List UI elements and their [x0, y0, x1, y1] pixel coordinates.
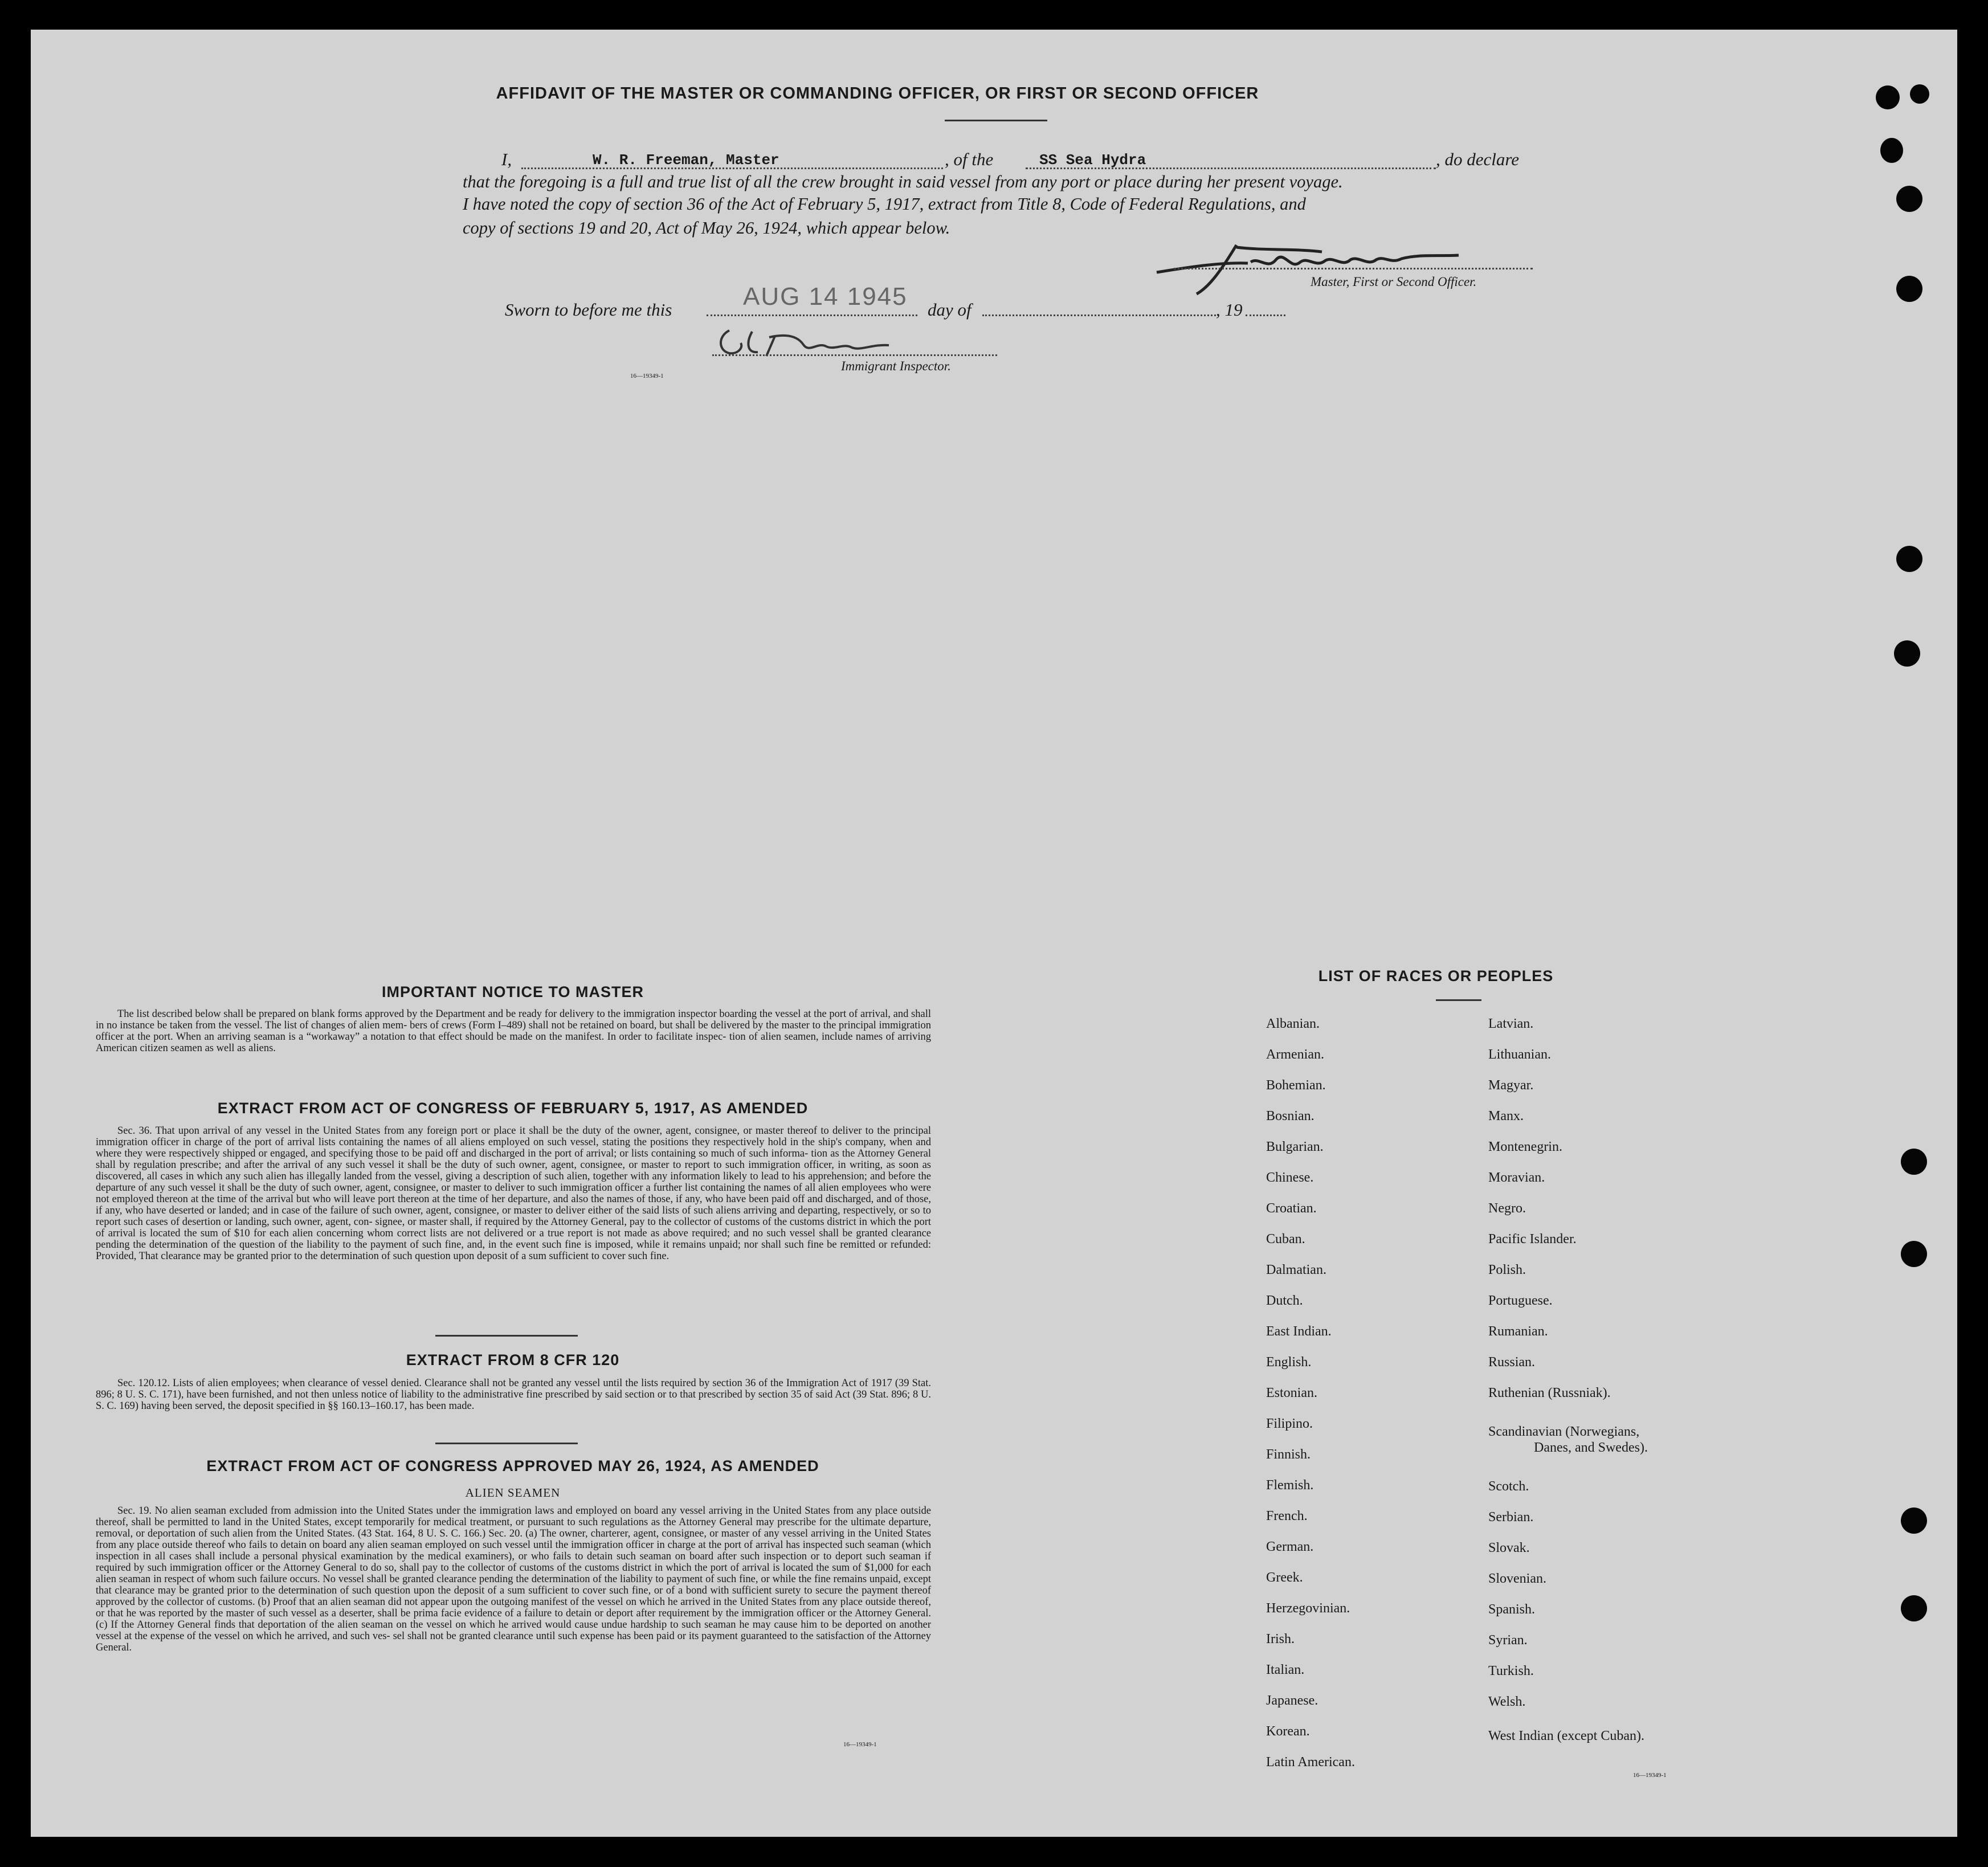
extract-1924-paragraph	[96, 1505, 931, 1653]
sworn-prefix: Sworn to before me this	[505, 300, 672, 320]
race-item: English.	[1266, 1355, 1312, 1370]
extract-1924-line: sel shall not be granted clearance until such expense has been paid or its payment guaranteed to the satisfaction of the Attorney General.	[96, 1631, 932, 1653]
extract-8cfr-paragraph	[96, 1378, 931, 1412]
race-item: Latvian.	[1488, 1016, 1534, 1031]
affidavit-title: AFFIDAVIT OF THE MASTER OR COMMANDING OFFICER, OR FIRST OR SECOND OFFICER	[496, 84, 1259, 103]
binder-hole	[1901, 1508, 1927, 1534]
race-item: Bosnian.	[1266, 1109, 1315, 1124]
inspector-caption: Immigrant Inspector.	[841, 359, 951, 373]
sworn-year: , 19	[1216, 300, 1243, 320]
notice-line: The list described below shall be prepared on blank forms approved by the Department and be ready for delivery to the immigration	[117, 1008, 676, 1020]
extract-8cfr-line: liability to the administrative fine prescribed by said section or to that prescribed by section 35 of said Act (39 Stat. 896; 8 U. S. C. 169)	[96, 1389, 931, 1412]
races-title-rule	[1436, 999, 1481, 1001]
extract-1924-line: arrival has inspected such seaman (which inspection in all cases shall include a personal physical examination by the medical examiners),	[96, 1539, 931, 1562]
race-item: Japanese.	[1266, 1693, 1318, 1708]
notice-line: bers of crews (Form I–489) shall not be retained on board, but shall be delivered by the master to the principal immigration officer at the	[96, 1020, 932, 1043]
binder-hole	[1910, 84, 1929, 104]
race-item: Armenian.	[1266, 1047, 1324, 1062]
extract-8cfr-title: EXTRACT FROM 8 CFR 120	[406, 1351, 620, 1368]
signature-caption: Master, First or Second Officer.	[1311, 275, 1477, 289]
extract-1924-title: EXTRACT FROM ACT OF CONGRESS APPROVED MAY 26, 1924, AS AMENDED	[206, 1457, 819, 1474]
race-item: Korean.	[1266, 1724, 1310, 1739]
race-item: Bohemian.	[1266, 1078, 1326, 1093]
extract-1917-line: required; and no such vessel shall be granted clearance pending the determination of the question of the liability to the payment of such	[96, 1228, 931, 1251]
sworn-year-line	[1246, 314, 1285, 316]
notice-line: port. When an arriving seaman is a “workaway” a notation to that effect should be made on the manifest. In order to facilitate inspec-	[153, 1031, 726, 1043]
binder-hole	[1901, 1149, 1927, 1175]
races-form-number: 16—19349-1	[1633, 1772, 1667, 1779]
race-item: Spanish.	[1488, 1602, 1536, 1617]
binder-hole	[1894, 640, 1920, 667]
extract-1924-line: deportation of such alien from the United States. (43 Stat. 164, 8 U. S. C. 166.)	[148, 1528, 486, 1539]
affidavit-line4: copy of sections 19 and 20, Act of May 26, 1924, which appear below.	[463, 218, 950, 238]
affidavit-line3: I have noted the copy of section 36 of the Act of February 5, 1917, extract from Title 8, Code of Federal Regulations, and	[463, 194, 1306, 214]
race-item: Bulgarian.	[1266, 1139, 1324, 1154]
race-item: French.	[1266, 1509, 1308, 1523]
sworn-month-line	[982, 314, 1216, 316]
extract-1924-form-number: 16—19349-1	[843, 1741, 877, 1748]
extract-1924-line: thereof who fails to detain on board any alien seaman employed on such vessel until the immigration officer in charge at the port of	[195, 1539, 753, 1551]
race-item: Manx.	[1488, 1109, 1524, 1124]
extract-1917-line: officer a further list containing the names of all alien employees who were not employed thereon at the time of the arrival but who	[96, 1182, 931, 1205]
race-item: Polish.	[1488, 1263, 1526, 1277]
extract-1917-paragraph	[96, 1125, 931, 1262]
master-signature	[1151, 239, 1493, 302]
extract-1917-title: EXTRACT FROM ACT OF CONGRESS OF FEBRUARY 5, 1917, AS AMENDED	[217, 1100, 809, 1117]
extract-1924-line: Attorney General to do so, shall pay to the collector of customs of the customs district in which the port of arrival is located the sum of	[283, 1562, 862, 1574]
race-item: Lithuanian.	[1488, 1047, 1551, 1062]
extract-1924-line: from any place outside thereof, or that he was reported by the master of such vessel as a deserter, shall be prima facie evidence of a failure	[96, 1596, 932, 1619]
extract-8cfr-line: Sec. 120.12. Lists of alien employees; when clearance of vessel denied. Clearance shall not be granted any vessel until the lists	[117, 1378, 658, 1389]
extract-1917-line: agent, consignee, or master to report to such immigration officer, in writing, as soon as discovered, all cases in which any such alien has	[96, 1159, 932, 1182]
race-item: East Indian.	[1266, 1324, 1332, 1339]
affidavit-title-rule	[945, 120, 1047, 121]
race-item: Slovenian.	[1488, 1571, 1546, 1586]
extract-1917-line: shipped or engaged, and specifying those to be paid off and discharged in the port of arrival; or lists containing so much of such informa-	[222, 1148, 809, 1159]
extract-1917-line: signee, or master shall, if required by the Attorney General, pay to the collector of customs of the customs district in which the port of	[96, 1216, 932, 1239]
affidavit-line2: that the foregoing is a full and true list of all the crew brought in said vessel from any port or place during her present voyage.	[463, 172, 1343, 191]
race-item: Syrian.	[1488, 1633, 1528, 1648]
extract-1917-line: said lists of such aliens arriving and departing, respectively, or so to report such cases of desertion or landing, such owner, agent, con-	[96, 1205, 932, 1228]
race-item: Cuban.	[1266, 1232, 1305, 1247]
race-item: Serbian.	[1488, 1510, 1534, 1525]
race-item: Russian.	[1488, 1355, 1536, 1370]
extract-1924-line: Sec. 20. (a) The owner, charterer, agent, consignee, or master of any vessel arriving in the United States from any place outside	[96, 1528, 931, 1551]
extract-1917-line: fine, and, in the event such fine is imposed, while it remains unpaid; nor shall such fine be remitted or refunded: Provided, That clearance	[96, 1239, 931, 1262]
section-rule	[435, 1443, 578, 1444]
extract-1917-line: those, if any, who have deserted or landed; and in case of the failure of such owner, agent, consignee, or master to deliver either of the	[96, 1194, 932, 1216]
binder-hole	[1880, 138, 1903, 163]
race-item: Turkish.	[1488, 1664, 1534, 1678]
sworn-day-line	[707, 314, 917, 316]
binder-hole	[1901, 1241, 1927, 1267]
extract-1917-line: may be granted prior to the determination of such question upon deposit of a sum sufficient to cover such fine.	[203, 1251, 670, 1262]
race-item: Montenegrin.	[1488, 1139, 1562, 1154]
race-item: Dutch.	[1266, 1293, 1303, 1308]
race-item: Herzegovinian.	[1266, 1601, 1350, 1616]
extract-1917-line: will leave port thereon at the time of her departure, and also the names of those, if any, who have been paid off and discharged, and of	[333, 1194, 904, 1205]
extract-1917-line: consignee, or master thereof to deliver to the principal immigration officer in charge of the port of arrival lists containing the names of all	[96, 1125, 932, 1148]
extract-1924-line: Sec. 19. No alien seaman excluded from admission into the United States under the immigration laws and employed on board any	[117, 1505, 677, 1517]
race-item: Magyar.	[1488, 1078, 1534, 1093]
race-item: Italian.	[1266, 1662, 1305, 1677]
binder-hole	[1896, 186, 1922, 212]
extract-1917-line: illegally landed from the vessel, giving a description of such alien, together with any information likely to lead to his apprehension; and	[306, 1171, 885, 1182]
extract-1917-line: arrival is located the sum of $10 for each alien concerning whom correct lists are not delivered or a true report is not made as above	[108, 1228, 688, 1239]
race-item: Finnish.	[1266, 1447, 1311, 1462]
notice-line: inspector boarding the vessel at the port of arrival, and shall in no instance be taken from the vessel. The list of changes of alien mem-	[96, 1008, 931, 1031]
extract-8cfr-line: having been served, the deposit specified in §§ 160.13–160.17, has been made.	[141, 1400, 475, 1412]
affidavit-form-number: 16—19349-1	[630, 373, 664, 379]
binder-hole	[1901, 1595, 1927, 1621]
extract-1924-line: for medical treatment, or pursuant to such regulations as the Attorney General may prescribe for the ultimate departure, removal, or	[96, 1517, 932, 1539]
race-item: Latin American.	[1266, 1755, 1355, 1770]
sworn-dayof: day of	[928, 300, 971, 320]
race-item: Filipino.	[1266, 1416, 1313, 1431]
affidavit-line1-mid: , of the	[945, 149, 994, 169]
extract-1924-line: hardship to such seaman he may cause him to be deported on another vessel at the expense of the vessel on which he arrived, and such ves-	[96, 1619, 931, 1642]
race-item: Irish.	[1266, 1632, 1295, 1647]
extract-1924-line: of such question upon the deposit of a sum sufficient to cover such fine, or of a bond with sufficient surety to secure the payment thereof	[340, 1585, 932, 1596]
race-item: Flemish.	[1266, 1478, 1314, 1493]
race-item: Danes, and Swedes).	[1534, 1440, 1648, 1455]
notice-line: tion of alien seamen, include names of arriving American citizen seamen as well as aliens.	[96, 1031, 931, 1054]
affidavit-line1-prefix: I,	[501, 149, 512, 169]
race-item: Chinese.	[1266, 1170, 1314, 1185]
extract-1924-line: $1,000 for each alien seaman in respect of whom such failure occurs. No vessel shall be granted clearance pending the determination of	[96, 1562, 932, 1585]
extract-1924-subtitle: ALIEN SEAMEN	[465, 1486, 561, 1500]
race-item: Albanian.	[1266, 1016, 1320, 1031]
extract-1924-line: vessel arriving in the United States from any place outside thereof, shall be permitted to land in the United States, except temporarily	[96, 1505, 931, 1528]
race-item: Scandinavian (Norwegians,	[1488, 1424, 1640, 1439]
race-item: Ruthenian (Russniak).	[1488, 1386, 1611, 1400]
race-item: Slovak.	[1488, 1541, 1530, 1555]
race-item: Croatian.	[1266, 1201, 1317, 1216]
extract-1924-line: approved by the collector of customs.	[96, 1596, 255, 1608]
binder-hole	[1896, 276, 1922, 302]
extract-1924-line: to detain or deport after requirement by the immigration officer or the Attorney General.	[554, 1608, 931, 1619]
race-item: Greek.	[1266, 1570, 1303, 1585]
race-item: Estonian.	[1266, 1386, 1317, 1400]
extract-1917-line: Sec. 36. That upon arrival of any vessel in the United States from any foreign port or place it shall be the duty of the owner, agent,	[117, 1125, 692, 1137]
date-stamp: AUG 14 1945	[743, 283, 908, 311]
inspector-line	[712, 354, 997, 356]
race-item: Negro.	[1488, 1201, 1526, 1216]
binder-hole	[1896, 546, 1922, 572]
race-item: Rumanian.	[1488, 1324, 1548, 1339]
extract-1917-line: before the departure of any such vessel it shall be the duty of such owner, agent, consignee, or master to deliver to such immigration	[96, 1171, 932, 1194]
signature-line	[1174, 268, 1533, 269]
race-item: Portuguese.	[1488, 1293, 1553, 1308]
extract-8cfr-line: required by section 36 of the Immigration Act of 1917 (39 Stat. 896; 8 U. S. C. 171), have been furnished, and not then unless notice of	[96, 1378, 931, 1400]
binder-hole	[1876, 85, 1900, 109]
extract-1917-line: aliens employed on such vessel, stating the positions they respectively hold in the ship's company, when and where they were respectively	[96, 1137, 931, 1159]
inspector-signature	[712, 319, 906, 365]
section-rule	[435, 1335, 578, 1337]
vessel-name-field[interactable]: SS Sea Hydra	[1039, 152, 1146, 169]
master-name-field[interactable]: W. R. Freeman, Master	[593, 152, 779, 169]
notice-title: IMPORTANT NOTICE TO MASTER	[382, 983, 644, 1000]
race-item: Scotch.	[1488, 1479, 1529, 1494]
race-item: Moravian.	[1488, 1170, 1545, 1185]
extract-1924-line: or who fails to detain such seaman on board after such inspection or to deport such seaman if required by such immigration officer or the	[96, 1551, 932, 1574]
race-item: Dalmatian.	[1266, 1263, 1326, 1277]
affidavit-line1-suffix: , do declare	[1436, 149, 1520, 169]
races-title: LIST OF RACES OR PEOPLES	[1318, 967, 1554, 984]
extract-1924-line: (c) If the Attorney General finds that deportation of the alien seaman on the vessel on which he arrived would cause undue	[96, 1619, 627, 1631]
race-item: Pacific Islander.	[1488, 1232, 1577, 1247]
extract-1924-line: the liability to payment of such fine, or while the fine remains unpaid, except that clearance may be granted prior to the determination	[96, 1574, 932, 1596]
race-item: German.	[1266, 1539, 1314, 1554]
notice-paragraph	[96, 1008, 931, 1054]
race-item: West Indian (except Cuban).	[1488, 1729, 1644, 1743]
race-item: Welsh.	[1488, 1694, 1526, 1709]
extract-1924-line: (b) Proof that an alien seaman did not appear upon the outgoing manifest of the vessel on which he arrived in the United States	[258, 1596, 797, 1608]
extract-1917-line: tion as the Attorney General shall by regulation prescribe; and after the arrival of any such vessel it shall be the duty of such owner,	[96, 1148, 931, 1171]
